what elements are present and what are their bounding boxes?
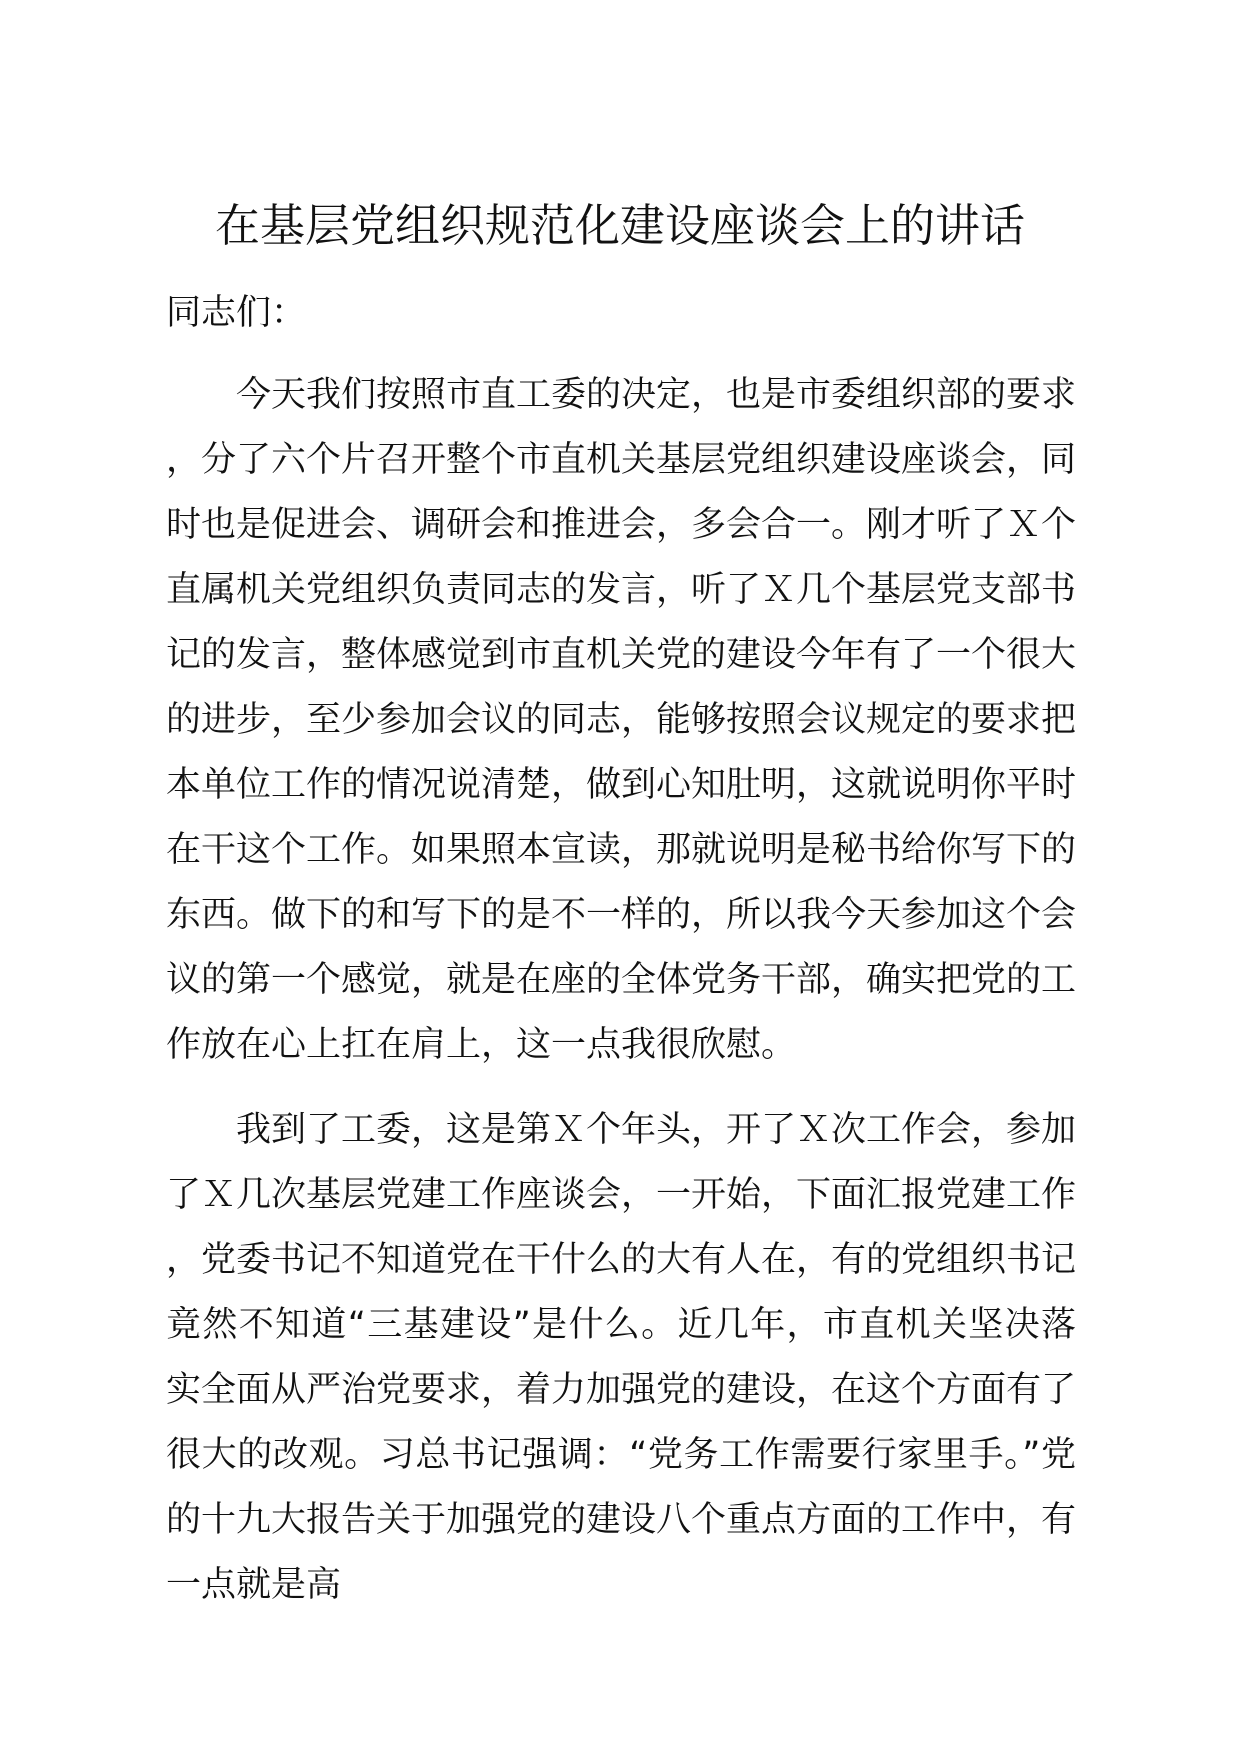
document-body — [166, 281, 1076, 1618]
document-title: 在基层党组织规范化建设座谈会上的讲话 — [214, 199, 1025, 252]
paragraph-1: 今天我们按照市直工委的决定，也是市委组织部的要求，分了六个片召开整个市直机关基层党组织建设座谈会，同时也是促进会、调研会和推进会，多会合一。刚才听了Ｘ个直属机关党组织负责同志的发言，听了Ｘ几个基层党支部书记的发言，整体感觉到市直机关党的建设今年有了一个很大的进步，至少参加会议的同志，能够按照会议规定的要求把本单位工作的情况说清楚，做到心知肚明，这就说明你平时在干这个工作。如果照本宣读，那就说明是秘书给你写下的东西。做下的和写下的是不一样的，所以我今天参加这个会议的第一个感觉，就是在座的全体党务干部，确实把党的工作放在心上扛在肩上，这一点我很欣慰。 — [166, 375, 1077, 1065]
salutation: 同志们： — [166, 293, 307, 333]
paragraph-2: 我到了工委，这是第Ｘ个年头，开了Ｘ次工作会，参加了Ｘ几次基层党建工作座谈会，一开始，下面汇报党建工作，党委书记不知道党在干什么的大有人在，有的党组织书记竟然不知道“三基建设”是什么。近几年，市直机关坚决落实全面从严治党要求，着力加强党的建设，在这个方面有了很大的改观。习总书记强调：“党务工作需要行家里手。”党的十九大报告关于加强党的建设八个重点方面的工作中，有一点就是高 — [166, 1110, 1077, 1605]
